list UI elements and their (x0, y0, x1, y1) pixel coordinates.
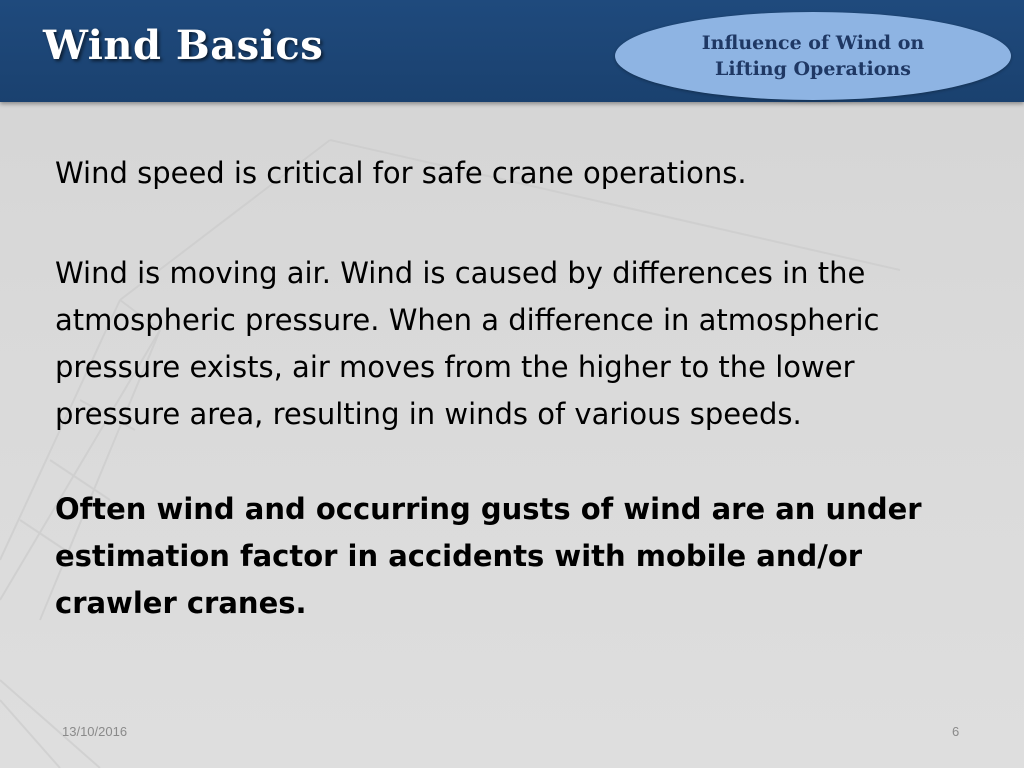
header-band (0, 0, 1024, 102)
paragraph-warning: Often wind and occurring gusts of wind are an under estimation factor in accidents with mobile and/or crawler cranes. (55, 492, 922, 620)
slide-title: Wind Basics (43, 22, 324, 69)
topic-line-2: Lifting Operations (715, 58, 911, 80)
topic-line-1: Influence of Wind on (701, 32, 925, 54)
topic-badge (615, 12, 1011, 100)
paragraph-intro: Wind speed is critical for safe crane operations. (55, 156, 747, 190)
paragraph-definition: Wind is moving air. Wind is caused by differences in the atmospheric pressure. When a difference in atmospheric pressure exists, air moves from the higher to the lower pressure area, resulting in winds of various speeds. (55, 256, 880, 431)
footer-date: 13/10/2016 (62, 724, 128, 739)
page-number: 6 (952, 724, 960, 739)
